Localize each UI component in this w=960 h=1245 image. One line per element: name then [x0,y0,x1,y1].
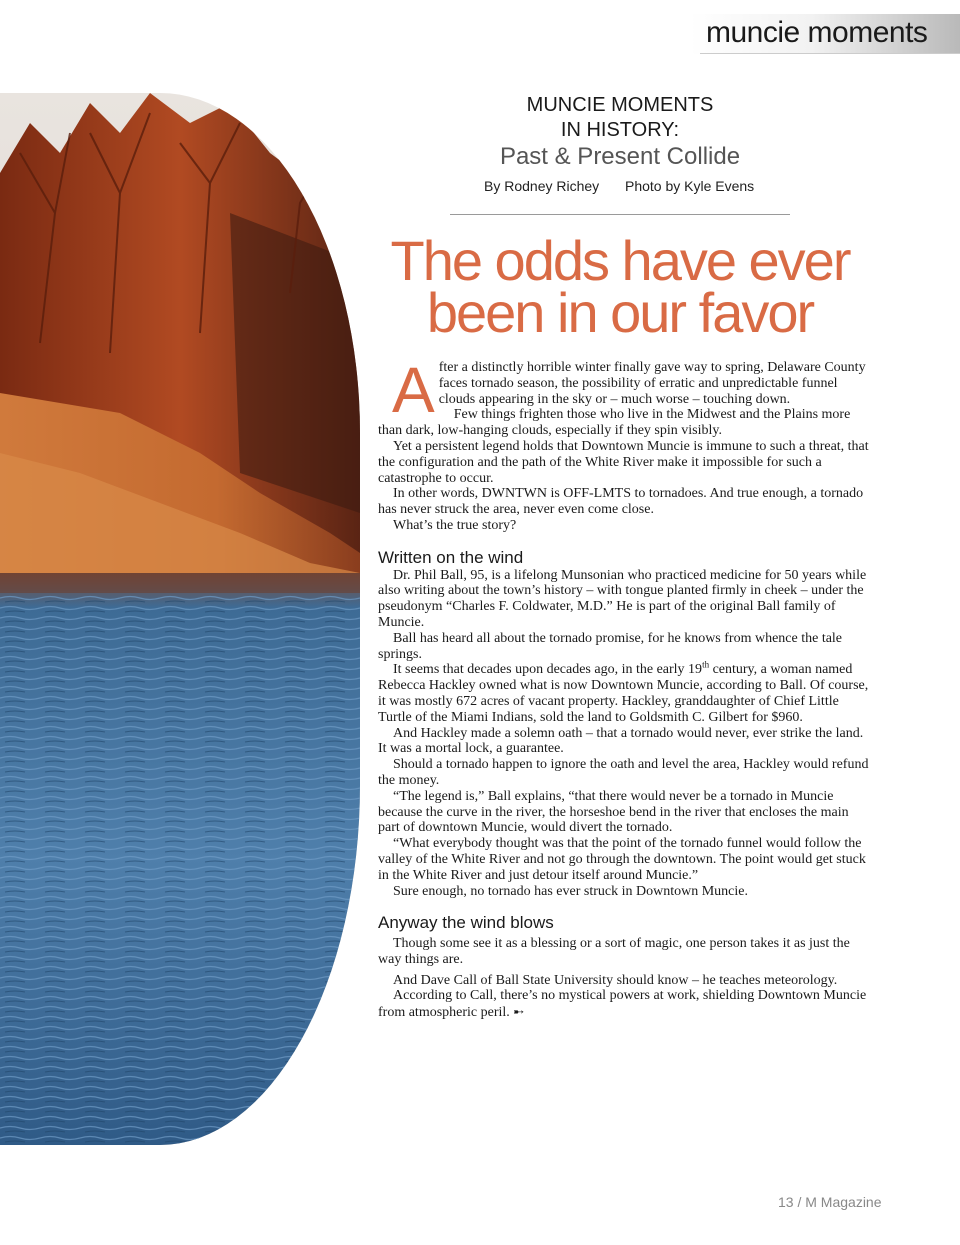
paragraph: What’s the true story? [393,517,517,533]
page-folio: 13 / M Magazine [778,1194,882,1210]
subtitle: Past & Present Collide [499,143,741,170]
paragraph-text: It seems that decades upon decades ago, in the early 19 [393,662,703,678]
subhead-anyway-the-wind-blows: Anyway the wind blows [378,913,554,933]
article-body [378,354,870,1021]
river-photo [0,93,360,1145]
byline: By Rodney Richey [484,178,600,194]
superscript: th [702,659,710,670]
paragraph-text: According to Call, there’s no mystical powers at work, shielding Downtown Muncie from atmospheric peril. [378,988,867,1021]
paragraph: “The legend is,” Ball explains, “that there would never be a tornado in Muncie because the curve in the river, the horseshoe bend in the river that encloses the main part of downtown Muncie, would divert the tornado. [378,788,849,836]
paragraph [378,988,870,1021]
end-arrow-icon: ➸ [513,1004,525,1020]
paragraph: Dr. Phil Ball, 95, is a lifelong Munsonian who practiced medicine for 50 years while also writing about the town’s history – with tongue planted firmly in cheek – under the pseudonym “Charles F. Coldwater, M.D.” He is part of the original Ball family of Muncie. [378,567,867,630]
paragraph: Few things frighten those who live in the Midwest and the Plains more than dark, low-hanging clouds, especially if they spin visibly. [378,407,851,439]
paragraph-text: century, a woman named Rebecca Hackley owned what is now Downtown Muncie, according to Ball. Of course, it was mostly 672 acres of vacant property. Hackley, granddaughter of Chief Little Turtle of the Miami Indians, sold the land to Goldsmith C. Gilbert for $960. [378,662,869,725]
photo-credit: Photo by Kyle Evens [625,178,755,194]
paragraph: Though some see it as a blessing or a sort of magic, one person takes it as just the way things are. [378,936,850,967]
kicker-line-1: MUNCIE MOMENTS [526,94,714,116]
paragraph: “What everybody thought was that the point of the tornado funnel would follow the valley of the White River and not go through the downtown. The point would get stuck in the White River and just detour itself around Muncie.” [378,836,866,883]
top-rule [700,53,960,54]
paragraph-text: fter a distinctly horrible winter finally gave way to spring, Delaware County faces tornado season, the possibility of erratic and unpredictable funnel clouds appearing in the sky or – much worse – touching down. [438,360,866,407]
section-tab [690,14,960,54]
paragraph: Sure enough, no tornado has ever struck in Downtown Muncie. [393,883,748,899]
paragraph: In other words, DWNTWN is OFF-LMTS to tornadoes. And true enough, a tornado has never struck the area, never even come close. [378,486,864,518]
paragraph: Yet a persistent legend holds that Downtown Muncie is immune to such a threat, that the configuration and the path of the White River make it impossible for such a catastrophe to occur. [378,438,869,486]
paragraph: And Hackley made a solemn oath – that a tornado would never, ever strike the land. It was a mortal lock, a guarantee. [378,725,864,757]
paragraph: Ball has heard all about the tornado promise, for he knows from whence the tale springs. [378,630,843,662]
section-label: muncie moments [706,16,928,49]
drop-cap: A [392,354,435,426]
paragraph [378,659,870,725]
paragraph: Should a tornado happen to ignore the oath and level the area, Hackley would refund the money. [378,757,869,788]
header-divider [450,214,790,215]
headline-line-1: The odds have ever [390,229,850,292]
subhead-written-on-the-wind: Written on the wind [378,547,524,567]
paragraph: And Dave Call of Ball State University should know – he teaches meteorology. [393,972,838,988]
headline-line-2: been in our favor [426,281,814,344]
kicker-line-2: IN HISTORY: [560,119,680,141]
